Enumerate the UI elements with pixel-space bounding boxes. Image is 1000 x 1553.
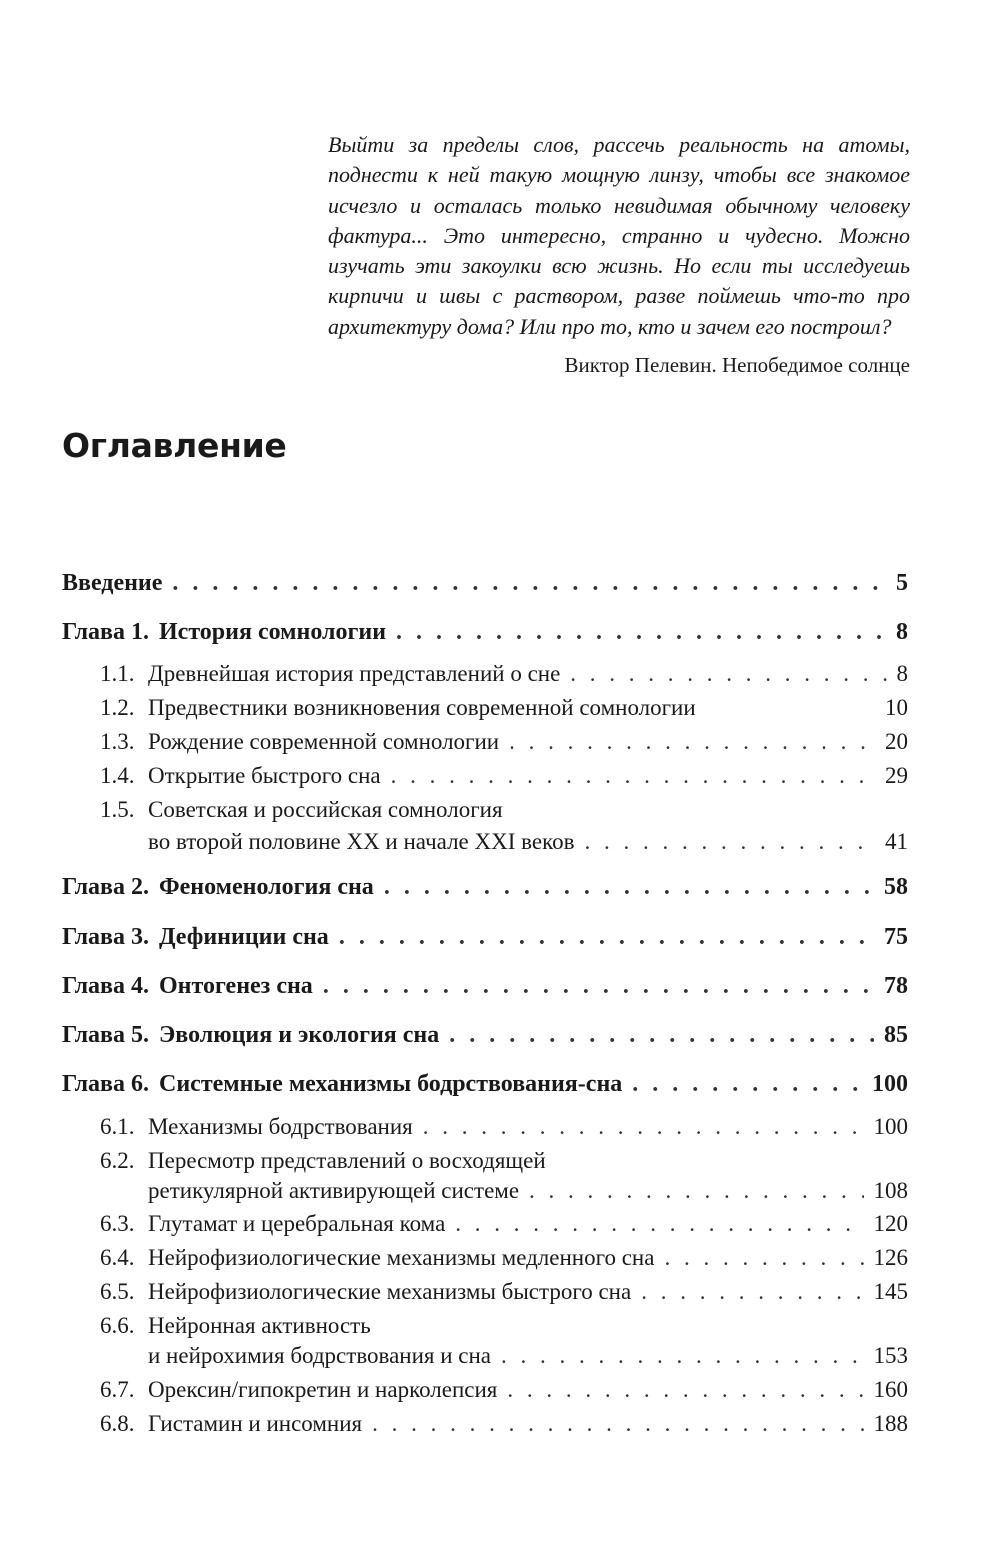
dot-leader xyxy=(455,1207,863,1241)
toc-entry-title: Советская и российская сомнология xyxy=(148,797,503,822)
toc-entry-title: Пересмотр представлений о восходящей xyxy=(148,1148,546,1173)
toc-entry-chapter-5[interactable] xyxy=(62,1018,908,1052)
toc-entry-title: Дефиниции сна xyxy=(159,924,329,950)
toc-entry-title: История сомнологии xyxy=(159,619,387,645)
dot-leader xyxy=(664,1241,863,1275)
toc-entry-number: Глава 2. xyxy=(62,874,149,900)
toc-entry-number: 6.1. xyxy=(100,1114,135,1139)
toc-entry-page: 29 xyxy=(885,763,908,788)
toc-entry-page: 85 xyxy=(884,1022,908,1048)
toc-entry-number: 6.8. xyxy=(100,1411,135,1436)
toc-entry-title: Древнейшая история представлений о сне xyxy=(148,661,561,686)
toc-entry-section-6-4[interactable] xyxy=(100,1241,908,1275)
dot-leader xyxy=(396,615,886,649)
toc-entry-page: 78 xyxy=(884,973,908,999)
dot-leader xyxy=(372,1407,863,1441)
toc-entry-number: 6.6. xyxy=(100,1313,135,1338)
toc-entry-section-6-2-continued[interactable] xyxy=(148,1174,908,1208)
toc-entry-page: 160 xyxy=(873,1377,908,1402)
toc-entry-page: 10 xyxy=(885,695,908,720)
toc-entry-section-6-2[interactable] xyxy=(100,1144,908,1178)
dot-leader xyxy=(339,920,874,954)
dot-leader xyxy=(529,1174,863,1208)
toc-entry-page: 100 xyxy=(872,1071,908,1097)
toc-entry-page: 120 xyxy=(873,1211,908,1236)
toc-entry-section-1-5[interactable] xyxy=(100,793,908,827)
toc-entry-title: Нейрофизиологические механизмы медленного сна xyxy=(148,1245,655,1270)
toc-entry-title: Нейрофизиологические механизмы быстрого сна xyxy=(148,1279,632,1304)
epigraph-text: Выйти за пределы слов, рассечь реальность на атомы, поднести к ней такую мощную линзу, чтобы все знакомое исчезло и осталась только невидимая обычному человеку фактура... Это интересно, странно и чудесно. Можно изучать эти закоулки всю жизнь. Но если ты исследуешь кирпичи и швы с раствором, разве поймешь что-то про архитектуру дома? Или про то, кто и зачем его построил? xyxy=(328,132,910,339)
toc-entry-page: 8 xyxy=(896,619,908,645)
dot-leader xyxy=(584,825,875,859)
toc-entry-page: 100 xyxy=(873,1114,908,1139)
toc-entry-chapter-1[interactable] xyxy=(62,615,908,649)
toc-entry-title: во второй половине XX и начале XXI веков xyxy=(148,829,575,854)
toc-entry-title: Онтогенез сна xyxy=(159,973,313,999)
toc-entry-title: Феноменология сна xyxy=(159,874,374,900)
toc-entry-page: 58 xyxy=(884,874,908,900)
toc-entry-number: 1.5. xyxy=(100,797,135,822)
toc-entry-page: 8 xyxy=(896,661,908,686)
toc-entry-page: 41 xyxy=(885,829,908,854)
toc-entry-title: Механизмы бодрствования xyxy=(148,1114,413,1139)
toc-entry-number: Глава 5. xyxy=(62,1022,149,1048)
toc-entry-section-1-5-continued[interactable] xyxy=(148,825,908,859)
toc-entry-section-1-2[interactable] xyxy=(100,691,908,725)
toc-entry-page: 20 xyxy=(885,729,908,754)
dot-leader xyxy=(323,969,874,1003)
dot-leader xyxy=(423,1110,864,1144)
toc-entry-chapter-3[interactable] xyxy=(62,920,908,954)
toc-entry-page: 153 xyxy=(873,1343,908,1368)
toc-entry-title: Рождение современной сомнологии xyxy=(148,729,500,754)
toc-entry-title: Нейронная активность xyxy=(148,1313,371,1338)
toc-entry-number: Глава 1. xyxy=(62,619,149,645)
toc-entry-title: ретикулярной активирующей системе xyxy=(148,1178,520,1203)
dot-leader xyxy=(507,1373,863,1407)
toc-entry-number: Глава 6. xyxy=(62,1071,149,1097)
toc-entry-title: и нейрохимия бодрствования и сна xyxy=(148,1343,492,1368)
toc-entry-chapter-6[interactable] xyxy=(62,1067,908,1101)
toc-entry-title: Орексин/гипокретин и нарколепсия xyxy=(148,1377,498,1402)
toc-title: Оглавление xyxy=(62,426,287,465)
toc-entry-number: 6.5. xyxy=(100,1279,135,1304)
toc-entry-number: Глава 3. xyxy=(62,924,149,950)
toc-entry-number: 1.2. xyxy=(100,695,135,720)
toc-entry-section-6-8[interactable] xyxy=(100,1407,908,1441)
toc-entry-section-6-3[interactable] xyxy=(100,1207,908,1241)
toc-entry-section-1-4[interactable] xyxy=(100,759,908,793)
toc-entry-section-6-5[interactable] xyxy=(100,1275,908,1309)
toc-entry-title: Введение xyxy=(62,570,163,596)
toc-entry-number: Глава 4. xyxy=(62,973,149,999)
toc-entry-section-6-6-continued[interactable] xyxy=(148,1339,908,1373)
toc-entry-number: 6.3. xyxy=(100,1211,135,1236)
toc-entry-section-1-1[interactable] xyxy=(100,657,908,691)
dot-leader xyxy=(384,870,874,904)
dot-leader xyxy=(449,1018,874,1052)
toc-entry-page: 108 xyxy=(873,1178,908,1203)
toc-entry-title: Гистамин и инсомния xyxy=(148,1411,363,1436)
toc-entry-number: 1.3. xyxy=(100,729,135,754)
dot-leader xyxy=(570,657,886,691)
toc-entry-page: 75 xyxy=(884,924,908,950)
toc-entry-chapter-4[interactable] xyxy=(62,969,908,1003)
toc-entry-page: 5 xyxy=(896,570,908,596)
dot-leader xyxy=(509,725,875,759)
toc-entry-section-1-3[interactable] xyxy=(100,725,908,759)
toc-entry-title: Открытие быстрого сна xyxy=(148,763,381,788)
toc-entry-number: 6.4. xyxy=(100,1245,135,1270)
toc-entry-title: Глутамат и церебральная кома xyxy=(148,1211,446,1236)
toc-entry-section-6-1[interactable] xyxy=(100,1110,908,1144)
toc-entry-number: 1.4. xyxy=(100,763,135,788)
toc-entry-number: 6.7. xyxy=(100,1377,135,1402)
dot-leader xyxy=(641,1275,863,1309)
dot-leader xyxy=(391,759,875,793)
toc-entry-page: 145 xyxy=(873,1279,908,1304)
toc-entry-section-6-6[interactable] xyxy=(100,1309,908,1343)
toc-entry-page: 126 xyxy=(873,1245,908,1270)
toc-entry-page: 188 xyxy=(873,1411,908,1436)
dot-leader xyxy=(501,1339,863,1373)
dot-leader xyxy=(632,1067,862,1101)
toc-entry-intro[interactable] xyxy=(62,566,908,600)
toc-entry-number: 6.2. xyxy=(100,1148,135,1173)
dot-leader xyxy=(172,566,886,600)
toc-entry-title: Предвестники возникновения современной сомнологии xyxy=(148,695,696,720)
toc-entry-number: 1.1. xyxy=(100,661,135,686)
toc-entry-title: Эволюция и экология сна xyxy=(159,1022,440,1048)
toc-entry-chapter-2[interactable] xyxy=(62,870,908,904)
toc-entry-title: Системные механизмы бодрствования-сна xyxy=(159,1071,623,1097)
epigraph-author: Виктор Пелевин. Непобедимое солнце xyxy=(564,353,910,378)
toc-entry-section-6-7[interactable] xyxy=(100,1373,908,1407)
